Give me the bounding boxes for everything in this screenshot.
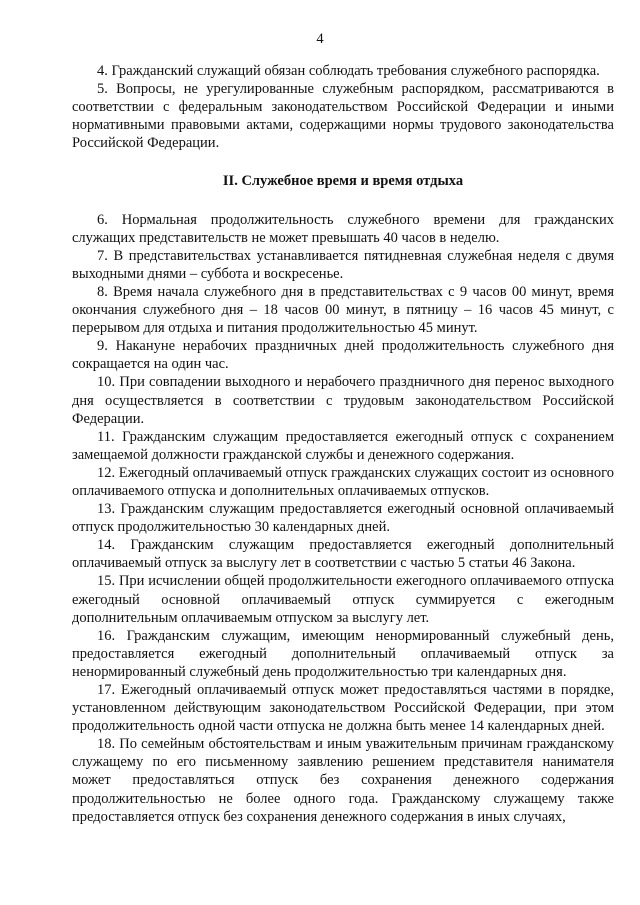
paragraph-8: 8. Время начала служебного дня в представительствах с 9 часов 00 минут, время окончания служебного дня – 18 часов 00 минут, в пятницу – 16 часов 45 минут, с перерывом для отдыха и питания продолжительностью 45 минут. xyxy=(72,283,614,337)
paragraph-15: 15. При исчислении общей продолжительности ежегодного оплачиваемого отпуска ежегодный основной оплачиваемый отпуск суммируется с ежегодным дополнительным оплачиваемым отпуском за выслугу лет. xyxy=(72,573,614,626)
paragraph-13: 13. Гражданским служащим предоставляется ежегодный основной оплачиваемый отпуск продолжительностью 30 календарных дней. xyxy=(72,501,614,536)
paragraph-14: 14. Гражданским служащим предоставляется ежегодный дополнительный оплачиваемый отпуск за выслугу лет в соответствии с частью 5 статьи 46 Закона. xyxy=(72,537,614,572)
paragraph-17: 17. Ежегодный оплачиваемый отпуск может предоставляться частями в порядке, установленном действующим законодательством Российской Федерации, при этом продолжительность одной части отпуска не должна быть менее 14 календарных дней. xyxy=(72,682,614,735)
paragraph-7: 7. В представительствах устанавливается пятидневная служебная неделя с двумя выходными днями – суббота и воскресенье. xyxy=(72,247,614,282)
page-number: 4 xyxy=(316,31,324,47)
paragraph-4: 4. Гражданский служащий обязан соблюдать требования служебного распорядка. xyxy=(97,63,600,79)
paragraph-9: 9. Накануне нерабочих праздничных дней продолжительность служебного дня сокращается на один час. xyxy=(72,338,614,373)
paragraph-18: 18. По семейным обстоятельствам и иным уважительным причинам гражданскому служащему по его письменному заявлению решением представителя нанимателя может предоставляться отпуск без сохранения денежного содержания продолжительностью не более одного года. Гражданскому служащему также предоставляется отпуск без сохранения денежного содержания в иных случаях, xyxy=(72,736,614,825)
paragraph-5: 5. Вопросы, не урегулированные служебным распорядком, рассматриваются в соответствии с федеральным законодательством Российской Федерации и иными нормативными правовыми актами, содержащими нормы трудового законодательства Российской Федерации. xyxy=(72,81,614,152)
paragraph-10: 10. При совпадении выходного и нерабочего праздничного дня перенос выходного дня осуществляется в соответствии с трудовым законодательством Российской Федерации. xyxy=(72,374,614,427)
paragraph-16: 16. Гражданским служащим, имеющим ненормированный служебный день, предоставляется ежегодный дополнительный оплачиваемый отпуск за ненормированный служебный день продолжительностью три календарных дня. xyxy=(72,627,614,680)
paragraph-11: 11. Гражданским служащим предоставляется ежегодный отпуск с сохранением замещаемой должности гражданской службы и денежного содержания. xyxy=(72,428,614,463)
paragraph-12: 12. Ежегодный оплачиваемый отпуск гражданских служащих состоит из основного оплачиваемого отпуска и дополнительных оплачиваемых отпусков. xyxy=(72,464,614,499)
paragraph-6: 6. Нормальная продолжительность служебного времени для гражданских служащих представительств не может превышать 40 часов в неделю. xyxy=(72,211,614,246)
document-body xyxy=(72,62,614,826)
section-heading: II. Служебное время и время отдыха xyxy=(222,173,464,190)
